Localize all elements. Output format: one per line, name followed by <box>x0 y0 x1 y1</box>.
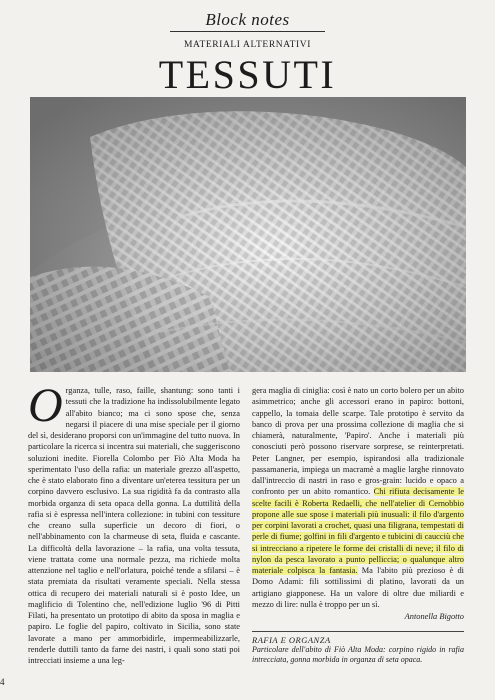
kicker: Block notes <box>205 10 290 29</box>
column-1-text: rganza, tulle, raso, faille, shantung: sono tanti i tessuti che la tradizione ha indissolubilmente legato all'abito bianco; ma ci sono spose che, senza negarsi il piacere di una mise speciale per il giorno del sì, desiderano proporsi con un'immagine del tutto nuova. In particolare la ricerca si incentra sui materiali, che suggeriscono soluzioni inedite. Fiorella Colombo per Fiò Alta Moda ha sperimentato l'uso della rafia: un materiale grezzo all'aspetto, che è stato elaborato fino a diventare un'eterea tessitura per un corpino davvero esclusivo. La sua rigidità fa da contrasto alla morbida organza di seta opaca della gonna. La duttilità della rafia si è espressa nell'intera collezione: in tubini con tessiture che creano sulla superficie un decoro di fiori, o nell'abbinamento con la charmeuse di seta, fluida e cascante. La difficoltà della lavorazione – la rafia, una volta tessuta, viene trattata come una normale pezza, ma richiede molta attenzione nel taglio e nell'orlatura, poiché tende a sfilarsi – è stata premiata da risultati veramente speciali. Nella stessa ottica di recupero dei materiali naturali si è posto Idee, un maglificio di Tolentino che, nell'edizione luglio '96 di Pitti Filati, ha presentato un prototipo di abito da sposa in maglia e papiro. Le foglie del papiro, coltivato in Sicilia, sono state lavorate a mano per ammorbidirle, impermeabilizzarle, renderle duttili tanto da farne dei nastri, i quali sono stati poi intrecciati insieme a una leg- <box>28 386 240 665</box>
page-title: TESSUTI <box>158 52 337 97</box>
author-signature: Antonella Bigotto <box>404 612 464 621</box>
header-rule <box>170 31 325 32</box>
photo-caption <box>252 631 464 665</box>
highlighted-passage: Chi rifiuta decisamente le scelte facili è Roberta Redaelli, che nell'atelier di Cernobbio propone alle sue spose i materiali più inusuali: il filo d'argento per corpini lavorati a crochet, quasi una filigrana, tempestati di perle di fiume; golfini in fili d'argento e tubicini di caucciù che si intrecciano a ripetere le forme dei cristalli di neve; il filo di nylon da pesca lavorato a punto pelliccia; o qualunque altro materiale colpisca la fantasia. <box>252 487 465 575</box>
header <box>0 10 495 30</box>
article-column-1 <box>28 379 240 666</box>
section-label: MATERIALI ALTERNATIVI <box>183 40 312 50</box>
page-number: 4 <box>0 677 5 687</box>
article-body <box>28 379 465 666</box>
caption-title: RAFIA E ORGANZA <box>252 635 331 646</box>
column-2-text-b: Ma l'abito più prezioso è di Domo Adami: fili sottilissimi di platino, lavorati da un artigiano giapponese. Ha un valore di oltre due miliardi e mezzo di lire: nulla è troppo per un sì. <box>252 566 464 609</box>
dropcap: O <box>28 379 63 432</box>
article-column-2 <box>252 385 464 666</box>
column-2-text-a: gera maglia di ciniglia: così è nato un corto bolero per un abito asimmetrico; anche gli accessori erano in papiro: bottoni, cappello, la tomaia delle scarpe. Tale prototipo è servito da banco di prova per una prossima collezione di maglia che si chiamerà, naturalmente, 'Papiro'. Anche i materiali più conosciuti però possono riservare sorprese, se reinterpretati. Peter Langner, per esempio, ispirandosi alla tradizionale passamaneria, impiega un macramè a maglie larghe rinnovato dall'intreccio di nastri in raso e gros-grain: lucido e opaco a confronto per un abito romantico. <box>252 386 464 497</box>
caption-text: Particolare dell'abito di Fiò Alta Moda: corpino rigido in rafia intrecciata, gonna morbida in organza di seta opaca. <box>252 645 464 665</box>
raffia-bodice-photo <box>30 97 466 372</box>
